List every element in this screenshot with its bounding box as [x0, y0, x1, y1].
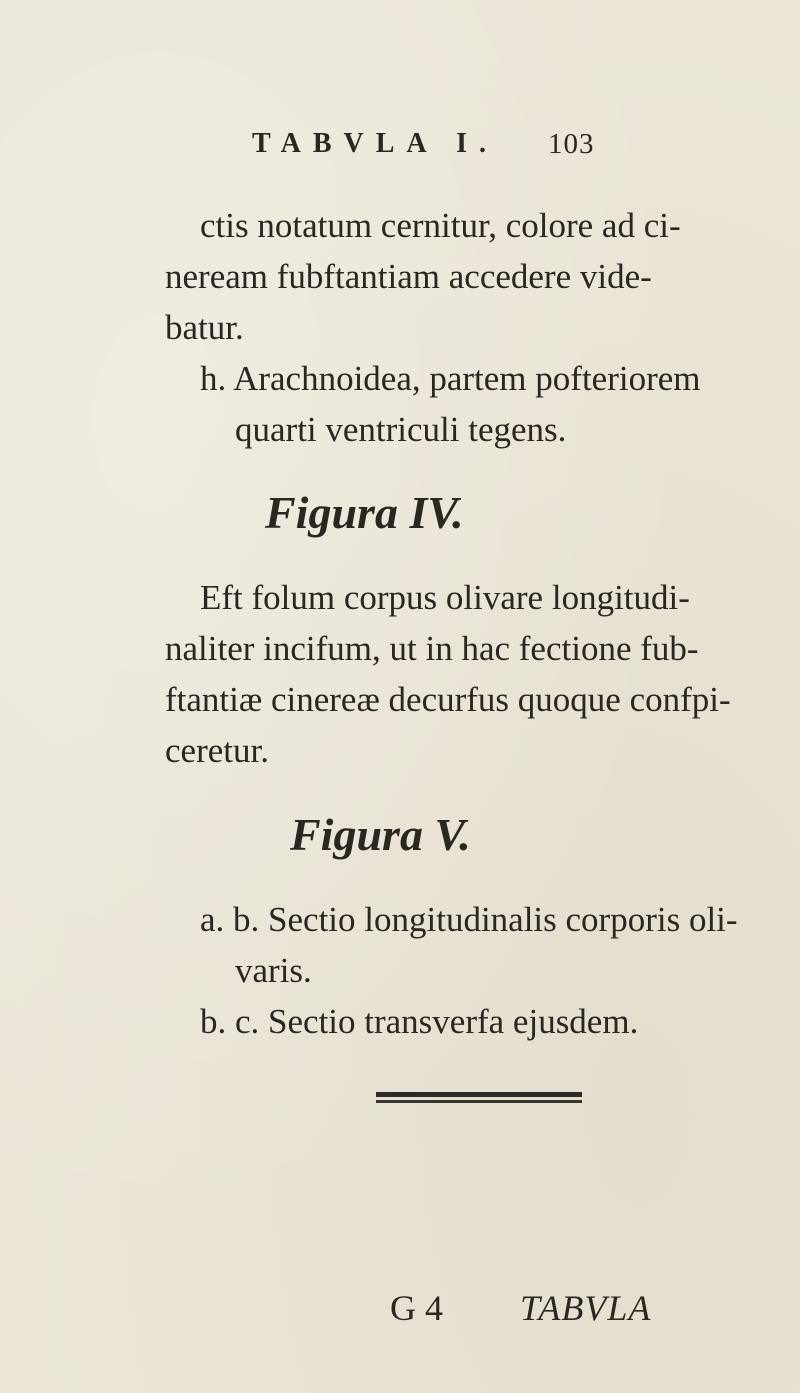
page-number: 103 [548, 128, 595, 160]
text-line: ftantiæ cinereæ decurfus quoque confpi- [165, 680, 731, 719]
text-line: b. c. Sectio transverfa ejusdem. [200, 1002, 639, 1041]
text-line: a. b. Sectio longitudinalis corporis oli- [200, 900, 738, 939]
text-line: quarti ventriculi tegens. [235, 410, 567, 449]
text-line: batur. [165, 308, 244, 347]
text-line: neream fubftantiam accedere vide- [165, 257, 652, 296]
signature-mark: G 4 [390, 1288, 443, 1328]
decorative-rule [376, 1092, 582, 1106]
text-line: h. Arachnoidea, partem pofteriorem [200, 359, 701, 398]
catchword: TABVLA [520, 1288, 652, 1328]
text-line: ceretur. [165, 731, 269, 770]
text-line: varis. [235, 951, 312, 990]
figure-heading-iv: Figura IV. [265, 487, 464, 538]
text-line: Eft folum corpus olivare longitudi- [200, 578, 690, 617]
figure-heading-v: Figura V. [290, 809, 471, 860]
text-line: ctis notatum cernitur, colore ad ci- [200, 206, 681, 245]
running-head [0, 128, 800, 168]
running-head-title: TABVLA I. [252, 128, 498, 159]
text-line: naliter incifum, ut in hac fectione fub- [165, 629, 699, 668]
